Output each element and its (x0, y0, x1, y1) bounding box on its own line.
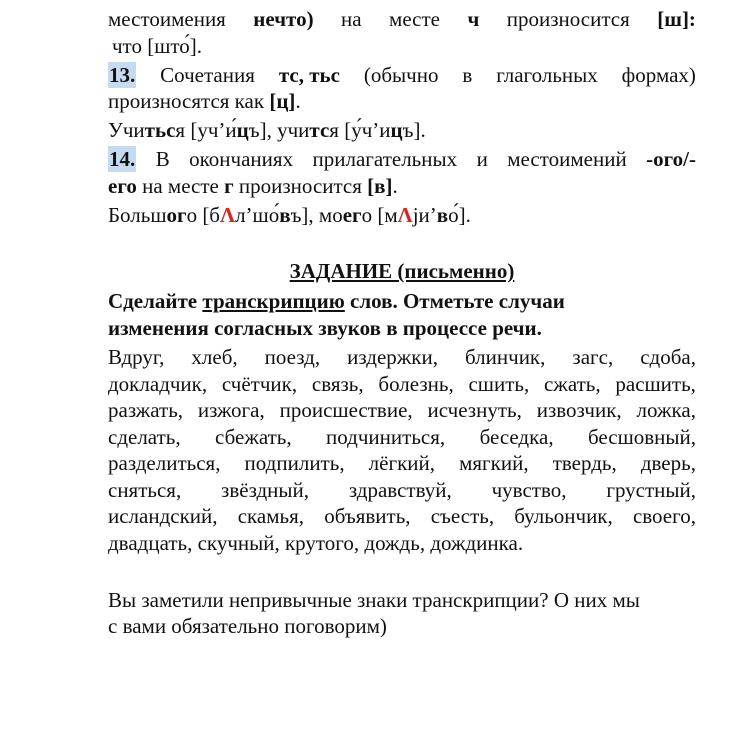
rule12-line1: местоимения нечто) на месте ч произносится [ш]: (108, 7, 696, 31)
footer-line1: Вы заметили непривычные знаки транскрипции? О них мы (108, 588, 640, 612)
words-line-3: разжать, изжога, происшествие, исчезнуть, извозчик, ложка, (108, 398, 696, 422)
words-line-5: разделиться, подпилить, лёгкий, мягкий, твердь, дверь, (108, 451, 696, 475)
rule13-line1: 13. Сочетания тс, тьс (обычно в глагольных формах) (109, 63, 696, 87)
words-line-2: докладчик, счётчик, связь, болезнь, сшить, сжать, расшить, (108, 372, 696, 396)
rule12-line2: что [што́]. (112, 34, 203, 58)
task-instruction-line2: изменения согласных звуков в процессе речи. (108, 316, 542, 340)
words-line-7: исландский, скамья, объявить, съесть, бульончик, своего, (108, 504, 696, 528)
words-line-4: сделать, сбежать, подчиниться, беседка, бесшовный, (108, 425, 696, 449)
footer-line2: с вами обязательно поговорим) (108, 614, 387, 638)
task-title: ЗАДАНИЕ (письменно) (289, 259, 515, 283)
rule-number: 14. (109, 147, 136, 171)
rule13-example: Учиться [уч’и́цъ], учится [у́ч’ицъ]. (108, 118, 426, 142)
rule14-line2: его на месте г произносится [в]. (108, 174, 398, 198)
task-instruction-line1: Сделайте транскрипцию слов. Отметьте случаи (108, 289, 565, 313)
words-line-1: Вдруг, хлеб, поезд, издержки, блинчик, загс, сдоба, (108, 345, 696, 369)
rule14-line1: 14. В окончаниях прилагательных и местоимений -ого/- (109, 147, 696, 171)
words-line-6: сняться, звёздный, здравствуй, чувство, грустный, (108, 478, 696, 502)
rule13-line2: произносятся как [ц]. (108, 89, 301, 113)
words-line-8: двадцать, скучный, крутого, дождь, дождинка. (108, 531, 524, 555)
rule14-example: Большого [бΛл’шо́въ], моего [мΛjи’во́]. (108, 203, 471, 227)
rule-number: 13. (109, 63, 136, 87)
